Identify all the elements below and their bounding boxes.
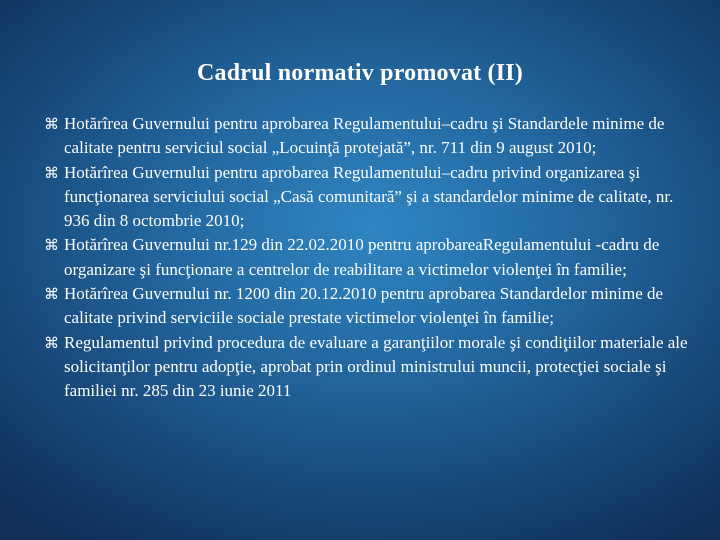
bullet-icon: ⌘: [44, 333, 59, 352]
bullet-icon: ⌘: [44, 285, 59, 304]
bullet-list: [44, 112, 694, 404]
list-item-text: Hotărîrea Guvernului pentru aprobarea Regulamentului–cadru şi Standardele minime de calitate pentru serviciul social „Locuinţă protejată”, nr. 711 din 9 august 2010;: [64, 114, 665, 158]
list-item-text: Hotărîrea Guvernului nr. 1200 din 20.12.2010 pentru aprobarea Standardelor minime de calitate privind serviciile sociale prestate victimelor violenţei în familie;: [64, 284, 664, 328]
bullet-icon: ⌘: [44, 236, 59, 255]
slide-title: Cadrul normativ promovat (II): [196, 60, 523, 86]
list-item: [44, 112, 694, 161]
list-item: [44, 161, 694, 234]
list-item-text: Hotărîrea Guvernului nr.129 din 22.02.2010 pentru aprobareaRegulamentului -cadru de organizare şi funcţionare a centrelor de reabilitare a victimelor violenţei în familie;: [64, 235, 660, 279]
list-item: [44, 282, 694, 331]
list-item: [44, 331, 694, 404]
bullet-icon: ⌘: [44, 115, 59, 133]
bullet-icon: ⌘: [44, 163, 59, 182]
list-item-text: Regulamentul privind procedura de evaluare a garanţiilor morale şi condiţiilor materiale ale solicitanţilor pentru adopţie, aprobat prin ordinul ministrului muncii, protecţiei sociale şi familiei nr. 285 din 23 iunie 2011: [64, 332, 688, 401]
list-item: [44, 233, 694, 282]
list-item-text: Hotărîrea Guvernului pentru aprobarea Regulamentului–cadru privind organizarea şi funcţionarea serviciului social „Casă comunitară” şi a standardelor minime de calitate, nr. 936 din 8 octombrie 2010;: [64, 162, 674, 231]
